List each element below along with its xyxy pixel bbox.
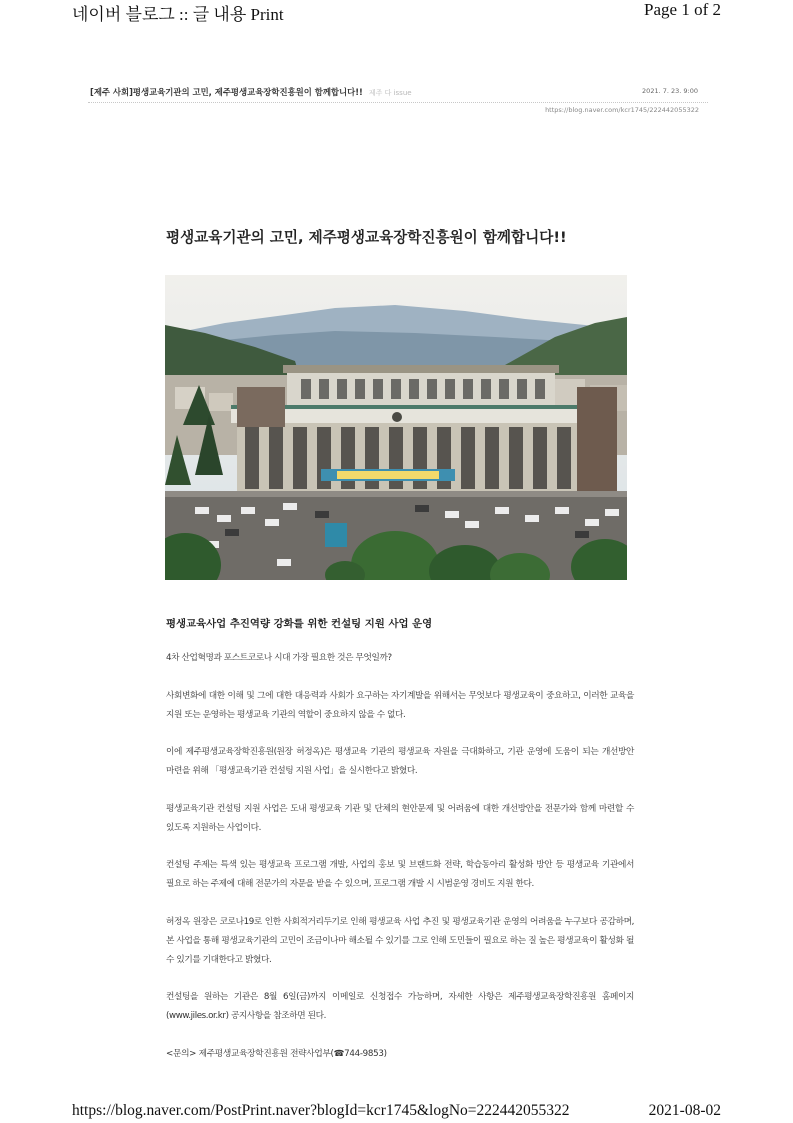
post-category[interactable]: 제주 다 issue [368, 89, 412, 97]
post-meta-title[interactable]: [제주 사회]평생교육기관의 고민, 제주평생교육장학진흥원이 함께합니다!! [90, 87, 363, 97]
article-photo-government-building [165, 275, 627, 580]
contact-info: <문의> 제주평생교육장학진흥원 전략사업부(☎744-9853) [166, 1048, 387, 1059]
section-heading: 평생교육사업 추진역량 강화를 위한 컨설팅 지원 사업 운영 [166, 618, 433, 630]
article-paragraph: 허정옥 원장은 코로나19로 인한 사회적거리두기로 인해 평생교육 사업 추진 및 평생교육기관 운영의 어려움을 누구보다 공감하며, 본 사업을 통해 평생교육기관의 고민이 조금이나마 해소될 수 있기를 그로 인해 도민들이 필요로 하는 질 높은 평생교육이 활성화 될 수 있기를 기대한다고 밝혔다. [166, 916, 634, 965]
post-header [90, 86, 412, 98]
print-header-title: 네이버 블로그 :: 글 내용 Print [72, 5, 284, 24]
print-footer-date: 2021-08-02 [648, 1102, 721, 1119]
article-paragraph: 평생교육기관 컨설팅 지원 사업은 도내 평생교육 기관 및 단체의 현안문제 및 어려움에 대한 개선방안을 전문가와 함께 마련할 수 있도록 지원하는 사업이다. [166, 803, 634, 833]
article-paragraph: 사회변화에 대한 이해 및 그에 대한 대응력과 사회가 요구하는 자기계발을 위해서는 무엇보다 평생교육이 중요하고, 이러한 교육을 지원 또는 운영하는 평생교육 기관의 역할이 중요하지 않을 수 없다. [166, 690, 634, 720]
article-paragraph: 이에 제주평생교육장학진흥원(원장 허정옥)은 평생교육 기관의 평생교육 자원을 극대화하고, 기관 운영에 도움이 되는 개선방안 마련을 위해 「평생교육기관 컨설팅 지원 사업」을 실시한다고 밝혔다. [166, 747, 634, 776]
article-paragraph: 컨설팅을 원하는 기관은 8월 6일(금)까지 이메일로 신청접수 가능하며, 자세한 사항은 제주평생교육장학진흥원 홈페이지(www.jiles.or.kr) 공지사항을 참조하면 된다. [166, 992, 634, 1021]
print-page-number: Page 1 of 2 [644, 0, 721, 19]
article-title: 평생교육기관의 고민, 제주평생교육장학진흥원이 함께합니다!! [166, 229, 567, 246]
article-body [166, 649, 634, 1064]
post-meta-row [88, 84, 708, 103]
post-date: 2021. 7. 23. 9:00 [642, 87, 698, 95]
article-paragraph: 4차 산업혁명과 포스트코로나 시대 가장 필요한 것은 무엇일까? [166, 653, 392, 663]
article-paragraph: 컨설팅 주제는 특색 있는 평생교육 프로그램 개발, 사업의 홍보 및 브랜드화 전략, 학습동아리 활성화 방안 등 평생교육 기관에서 필요로 하는 주제에 대해 전문가의 자문을 받을 수 있으며, 프로그램 개발 시 시범운영 경비도 지원 한다. [166, 860, 634, 889]
post-url[interactable]: https://blog.naver.com/kcr1745/222442055322 [545, 106, 699, 114]
print-footer-url: https://blog.naver.com/PostPrint.naver?blogId=kcr1745&logNo=222442055322 [72, 1102, 570, 1119]
